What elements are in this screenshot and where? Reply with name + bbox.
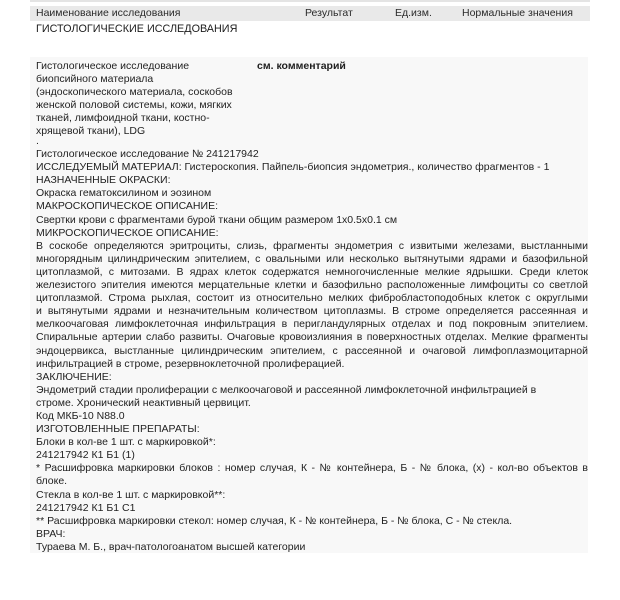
comment-line-macro-heading: МАКРОСКОПИЧЕСКОЕ ОПИСАНИЕ: <box>36 200 218 213</box>
comment-line: мелкоочаговая лимфоклеточная инфильтрация в перигландулярных отделах и под покровным эпителием. <box>36 318 588 331</box>
test-name-line: женской половой системы, кожи, мягких <box>36 99 232 111</box>
comment-line: цитоплазмой, с митозами. В ядрах клеток содержатся немногочисленные мелкие ядрышки. Среди клеток <box>36 265 588 278</box>
comment-line: Свертки крови с фрагментами бурой ткани общим размером 1х0.5х0.1 см <box>36 213 398 226</box>
comment-line: блоке. <box>36 475 68 488</box>
test-name-line: биопсийного материала <box>36 73 154 85</box>
test-name-line: (эндоскопического материала, соскобов <box>36 86 233 98</box>
column-header-unit: Ед.изм. <box>395 7 432 19</box>
comment-line: ** Расшифровка маркировки стекол: номер случая, К - № контейнера, Б - № блока, С - № стекла. <box>36 514 513 527</box>
test-name-line: хрящевой ткани), LDG <box>36 125 146 137</box>
comment-line: инфильтрацией в строме, резервноклеточной пролиферацией. <box>36 357 345 370</box>
test-name-line: Гистологическое исследование <box>36 60 190 72</box>
comment-line: Окраска гематоксилином и эозином <box>36 187 212 200</box>
comment-line: Блоки в кол-ве 1 шт. с маркировкой*: <box>36 436 216 449</box>
comment-line: В соскобе определяются эритроциты, слизь, фрагменты эндометрия с извитыми железами, выстланными <box>36 239 588 252</box>
comment-line: * Расшифровка маркировки блоков : номер случая, К - № контейнера, Б - № блока, (х) - кол-во объектов в <box>36 462 588 475</box>
comment-line-case-number: Гистологическое исследование № 241217942 <box>36 148 259 161</box>
comment-line: Стекла в кол-ве 1 шт. с маркировкой**: <box>36 488 226 501</box>
comment-line-block-marking: 241217942 К1 Б1 (1) <box>36 449 135 462</box>
table-row <box>30 57 588 553</box>
comment-line-conclusion-heading: ЗАКЛЮЧЕНИЕ: <box>36 370 112 383</box>
table-top-divider <box>30 0 590 2</box>
comment-line: железистого эпителия имеются мерцательные клетки и базофильно расположенные лимфоциты со светлой <box>36 279 588 292</box>
test-name-line: тканей, лимфоидной ткани, костно- <box>36 112 210 124</box>
comment-line: многорядным цилиндрическим эпителием, с овальными или несколько вытянутыми ядрами и базофильной <box>36 252 588 265</box>
comment-line-doctor-heading: ВРАЧ: <box>36 527 66 540</box>
column-header-test-name: Наименование исследования <box>36 7 181 19</box>
comment-line: строме. Хронический неактивный цервицит. <box>36 396 251 409</box>
comment-line-material: ИССЛЕДУЕМЫЙ МАТЕРИАЛ: Гистероскопия. Пайпель-биопсия эндометрия., количество фрагментов - 1 <box>36 161 550 174</box>
section-title-histology: ГИСТОЛОГИЧЕСКИЕ ИССЛЕДОВАНИЯ <box>36 23 238 35</box>
comment-line-slide-marking: 241217942 К1 Б1 С1 <box>36 501 136 514</box>
test-name <box>36 60 271 138</box>
comment-line: Спиральные артерии слабо развиты. Очаговые кровоизлияния в поверхностных отделах. Мелкие фрагменты <box>36 331 588 344</box>
comment-line-stains-heading: НАЗНАЧЕННЫЕ ОКРАСКИ: <box>36 174 171 187</box>
comment-line-micro-heading: МИКРОСКОПИЧЕСКОЕ ОПИСАНИЕ: <box>36 226 219 239</box>
comment-line-icd-code: Код МКБ-10 N88.0 <box>36 409 125 422</box>
comment-line-preparations-heading: ИЗГОТОВЛЕННЫЕ ПРЕПАРАТЫ: <box>36 423 200 436</box>
comment-line: Эндометрий стадии пролиферации с мелкоочаговой и рассеянной лимфоклеточной инфильтрацией в <box>36 383 537 396</box>
comment-line: . <box>36 135 39 147</box>
comment-block <box>36 135 588 554</box>
result-value: см. комментарий <box>257 60 346 72</box>
column-header-normal-values: Нормальные значения <box>462 7 573 19</box>
comment-line: цитоплазмой. Строма рыхлая, состоит из относительно мелких фибробластоподобных клеток с округлыми <box>36 292 588 305</box>
column-header-result: Результат <box>305 7 353 19</box>
comment-line: эндоцервикса, выстланные цилиндрическим эпителием, с рассеянной и очаговой лимфоплазмоцитарной <box>36 344 588 357</box>
results-table-header <box>30 6 590 21</box>
comment-line: и вытянутыми ядрами и незначительным количеством цитоплазмы. В строме определяется рассеянная и <box>36 305 588 318</box>
comment-line-doctor-name: Тураева М. Б., врач-патологоанатом высшей категории <box>36 540 306 553</box>
